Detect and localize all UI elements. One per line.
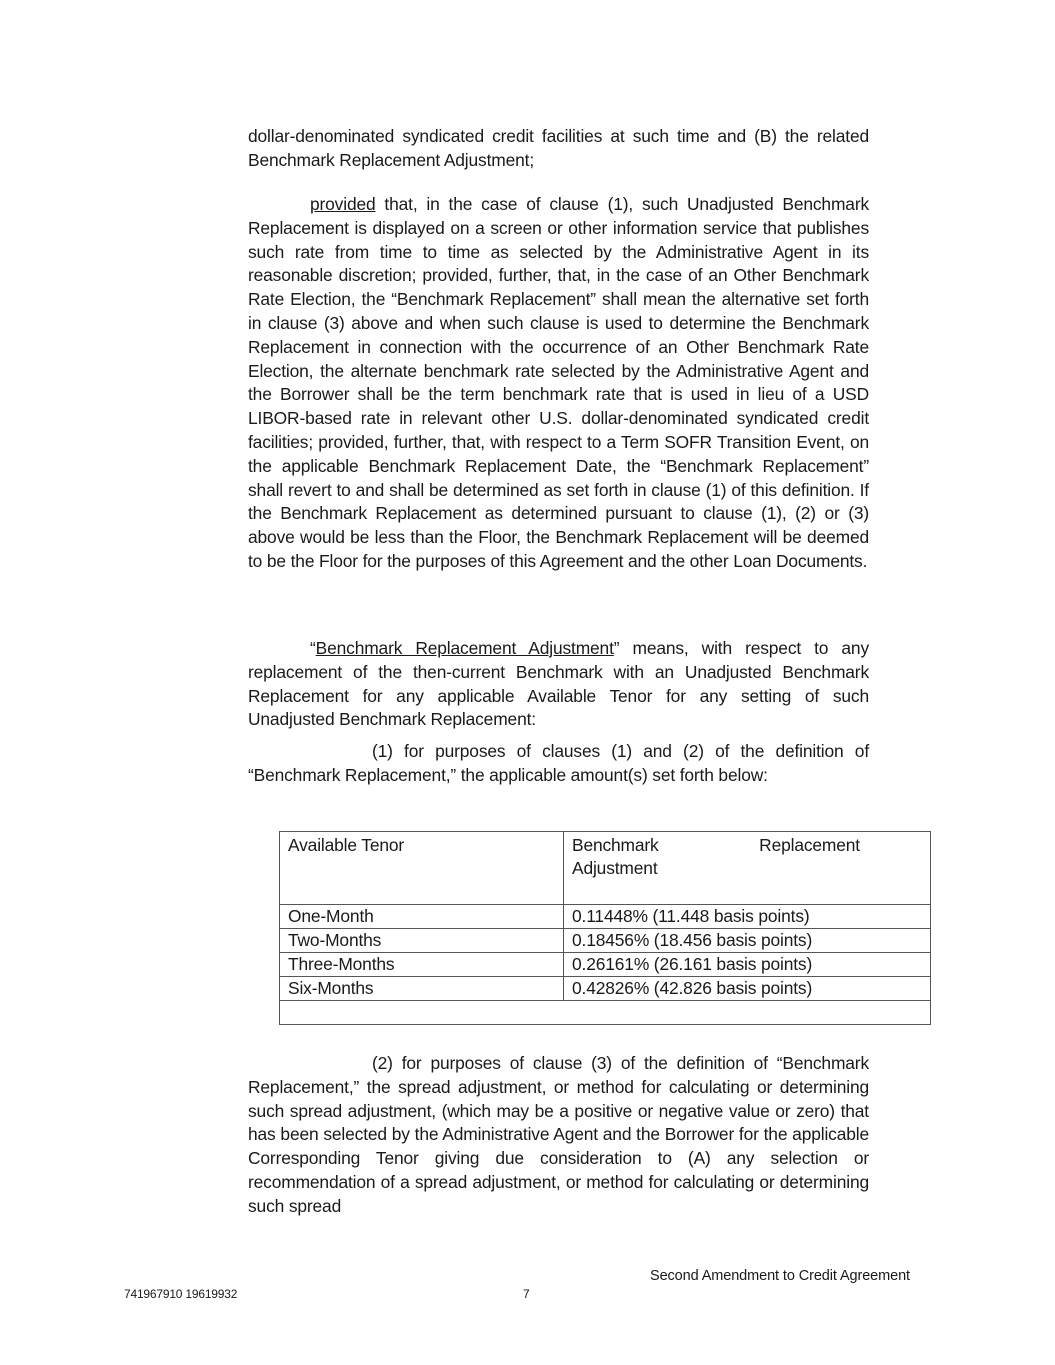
table-row bbox=[280, 929, 931, 953]
clause-1 bbox=[248, 740, 869, 788]
footer-page-number: 7 bbox=[523, 1287, 530, 1301]
paragraph-text: (2) for purposes of clause (3) of the definition of “Benchmark Replacement,” the spread adjustment, or method for calculating or determining such spread adjustment, (which may be a positive or negative value or zero) that has been selected by the Administrative Agent and the Borrower for the applicable Corresponding Tenor giving due consideration to (A) any selection or recommendation of a spread adjustment, or method for calculating or determining such spread bbox=[248, 1053, 869, 1216]
adjustment-cell: 0.42826% (42.826 basis points) bbox=[564, 977, 931, 1001]
footer-document-title: Second Amendment to Credit Agreement bbox=[650, 1268, 910, 1284]
adjustment-table bbox=[279, 831, 931, 1025]
table-empty-row bbox=[280, 1001, 931, 1025]
paragraph-text: ” means, with respect to any replacement of the then-current Benchmark with an Unadjusted Benchmark Replacement for any applicable Available Tenor for any setting of such Unadjusted Benchmark Replacement: bbox=[248, 638, 869, 730]
adjustment-cell: 0.18456% (18.456 basis points) bbox=[564, 929, 931, 953]
paragraph-text: that, in the case of clause (1), such Unadjusted Benchmark Replacement is displayed on a screen or other information service that publishes such rate from time to time as selected by the Administrative Agent in its reasonable discretion; provided, further, that, in the case of an Other Benchmark Rate Election, the “Benchmark Replacement” shall mean the alternative set forth in clause (3) above and when such clause is used to determine the Benchmark Replacement in connection with the occurrence of an Other Benchmark Rate Election, the alternate benchmark rate selected by the Administrative Agent and the Borrower shall be the term benchmark rate that is used in lieu of a USD LIBOR-based rate in relevant other U.S. dollar-denominated syndicated credit facilities; provided, further, that, with respect to a Term SOFR Transition Event, on the applicable Benchmark Replacement Date, the “Benchmark Replacement” shall revert to and shall be determined as set forth in clause (1) of this definition. If the Benchmark Replacement as determined pursuant to clause (1), (2) or (3) above would be less than the Floor, the Benchmark Replacement will be deemed to be the Floor for the purposes of this Agreement and the other Loan Documents. bbox=[248, 194, 869, 571]
table-row bbox=[280, 953, 931, 977]
empty-cell bbox=[280, 1001, 931, 1025]
tenor-cell: One-Month bbox=[280, 905, 564, 929]
header-word: Replacement bbox=[759, 835, 860, 855]
open-quote: “ bbox=[310, 638, 316, 658]
header-available-tenor: Available Tenor bbox=[280, 832, 564, 905]
table-row bbox=[280, 977, 931, 1001]
defined-term: Benchmark Replacement Adjustment bbox=[315, 638, 614, 658]
footer-doc-id: 741967910 19619932 bbox=[124, 1287, 238, 1301]
adjustment-cell: 0.26161% (26.161 basis points) bbox=[564, 953, 931, 977]
adjustment-cell: 0.11448% (11.448 basis points) bbox=[564, 905, 931, 929]
paragraph-proviso bbox=[248, 193, 869, 574]
header-benchmark-replacement-adjustment bbox=[564, 832, 931, 905]
table-row bbox=[280, 905, 931, 929]
table-header-row bbox=[280, 832, 931, 905]
definition-benchmark-replacement-adjustment bbox=[248, 637, 869, 732]
header-word: Benchmark bbox=[572, 835, 659, 855]
paragraph-continuation bbox=[248, 125, 869, 173]
paragraph-text: dollar-denominated syndicated credit facilities at such time and (B) the related Benchmark Replacement Adjustment; bbox=[248, 126, 869, 170]
header-word: Adjustment bbox=[572, 858, 658, 878]
clause-2 bbox=[248, 1052, 869, 1219]
paragraph-text: (1) for purposes of clauses (1) and (2) of the definition of “Benchmark Replacement,” the applicable amount(s) set forth below: bbox=[248, 741, 869, 785]
tenor-cell: Three-Months bbox=[280, 953, 564, 977]
tenor-cell: Two-Months bbox=[280, 929, 564, 953]
tenor-cell: Six-Months bbox=[280, 977, 564, 1001]
provided-term: provided bbox=[310, 194, 376, 214]
